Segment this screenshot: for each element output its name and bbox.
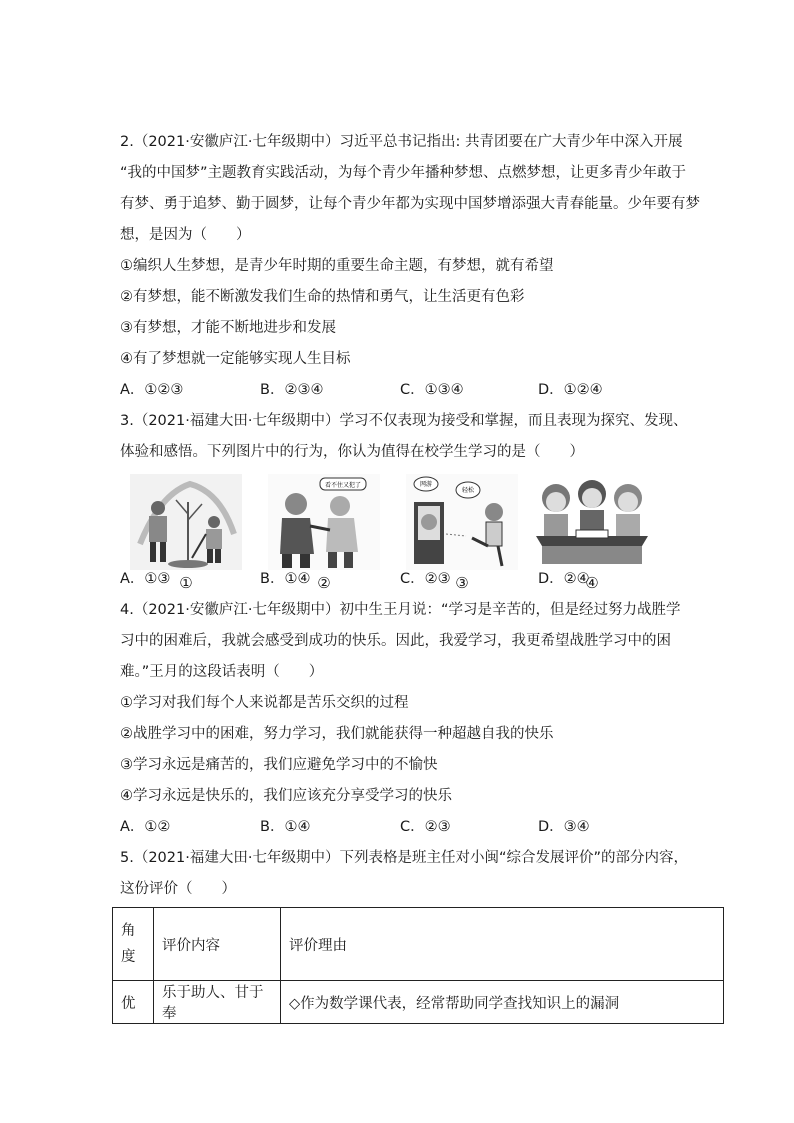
q2-item-2: ②有梦想，能不断激发我们生命的热情和勇气，让生活更有色彩 [120, 289, 525, 305]
q3-options [120, 569, 680, 589]
header-reason-cell: 评价理由 [281, 908, 724, 981]
q2-option-b[interactable]: B．②③④ [260, 382, 324, 398]
header-angle-char-1: 角 [121, 923, 136, 939]
q4-option-d[interactable]: D．③④ [538, 819, 590, 835]
q2-stem-line-3: 有梦、勇于追梦、勤于圆梦，让每个青少年都为实现中国梦增添强大青春能量。少年要有梦 [120, 196, 700, 212]
q3-picture-4-label: ④ [585, 574, 599, 592]
q4-stem-line-2: 习中的困难后，我就会感受到成功的快乐。因此，我爱学习，我更希望战胜学习中的困 [120, 633, 671, 649]
q5-stem-line-1: 5.（2021·福建大田·七年级期中）下列表格是班主任对小闽“综合发展评价”的部分内容， [120, 850, 688, 866]
tree-planting-illustration [130, 474, 242, 570]
refusing-games-illustration [406, 474, 518, 570]
bullying-illustration [268, 474, 380, 570]
q4-stem-line-3: 难。”王月的这段话表明（ ） [120, 664, 324, 680]
q4-item-2: ②战胜学习中的困难，努力学习，我们就能获得一种超越自我的快乐 [120, 726, 554, 742]
q4-item-1: ①学习对我们每个人来说都是苦乐交织的过程 [120, 695, 409, 711]
q4-item-4: ④学习永远是快乐的，我们应该充分享受学习的快乐 [120, 788, 452, 804]
q4-option-b[interactable]: B．①④ [260, 819, 311, 835]
q4-stem-line-1: 4.（2021·安徽庐江·七年级期中）初中生王月说：“学习是辛苦的，但是经过努力战胜学 [120, 602, 681, 618]
q2-option-c[interactable]: C．①③④ [400, 382, 464, 398]
row-reason-cell: ◇作为数学课代表，经常帮助同学查找知识上的漏洞 [281, 981, 724, 1024]
q4-options [120, 817, 680, 837]
header-angle-char-2: 度 [121, 949, 136, 965]
q3-picture-2-label: ② [317, 574, 331, 592]
q2-options [120, 380, 680, 400]
q4-item-3: ③学习永远是痛苦的，我们应避免学习中的不愉快 [120, 757, 438, 773]
q3-option-b[interactable]: B．①④ [260, 571, 311, 587]
q3-picture-2-bubble: 看不住又犯了 [324, 482, 362, 489]
q3-picture-3-label: ③ [455, 574, 469, 592]
q3-stem-line-2: 体验和感悟。下列图片中的行为，你认为值得在校学生学习的是（ ） [120, 444, 584, 460]
header-content-cell: 评价内容 [154, 908, 281, 981]
q4-option-a[interactable]: A．①② [120, 819, 171, 835]
q3-option-a[interactable]: A．①③ [120, 571, 171, 587]
group-study-illustration [536, 474, 648, 570]
q2-item-3: ③有梦想，才能不断地进步和发展 [120, 320, 336, 336]
row-content-cell: 乐于助人、甘于奉 [154, 981, 281, 1024]
row-angle-cell: 优 [113, 981, 154, 1024]
q3-picture-1-label: ① [179, 574, 193, 592]
table-row [113, 981, 724, 1024]
q5-stem-line-2: 这份评价（ ） [120, 881, 236, 897]
q2-stem-line-4: 想，是因为（ ） [120, 227, 251, 243]
q2-stem-line-1: 2.（2021·安徽庐江·七年级期中）习近平总书记指出: 共青团要在广大青少年中深入开展 [120, 134, 683, 150]
q3-picture-3-bubble-2: 轻松 [461, 487, 475, 494]
q3-picture-3-bubble-1: 网游 [419, 481, 433, 488]
q2-option-d[interactable]: D．①②④ [538, 382, 603, 398]
q4-option-c[interactable]: C．②③ [400, 819, 451, 835]
table-header-row [113, 908, 724, 981]
q3-stem-line-1: 3.（2021·福建大田·七年级期中）学习不仅表现为接受和掌握，而且表现为探究、发现、 [120, 413, 688, 429]
q3-option-c[interactable]: C．②③ [400, 571, 451, 587]
q2-stem-line-2: “我的中国梦”主题教育实践活动，为每个青少年播种梦想、点燃梦想，让更多青少年敢于 [120, 165, 687, 181]
q2-item-4: ④有了梦想就一定能够实现人生目标 [120, 351, 351, 367]
q2-option-a[interactable]: A．①②③ [120, 382, 184, 398]
q2-item-1: ①编织人生梦想，是青少年时期的重要生命主题，有梦想，就有希望 [120, 258, 554, 274]
evaluation-table [112, 907, 724, 1024]
q3-option-d[interactable]: D．②④ [538, 571, 590, 587]
header-angle-cell [113, 908, 154, 981]
